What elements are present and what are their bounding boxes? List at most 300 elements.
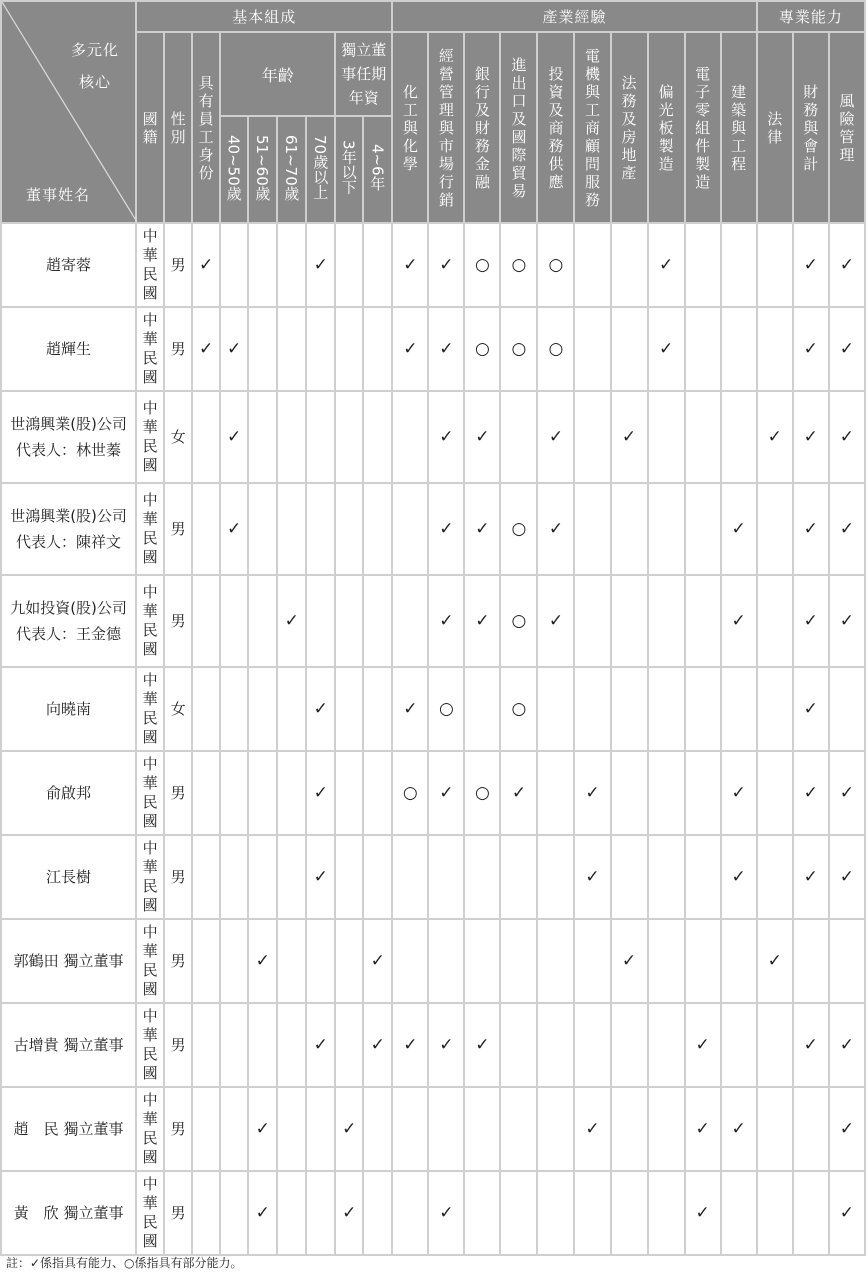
- empty-cell: [306, 483, 335, 575]
- empty-cell: [220, 575, 248, 667]
- empty-cell: [192, 1087, 220, 1171]
- empty-cell: [793, 919, 829, 1003]
- gender-cell: 男: [164, 835, 192, 919]
- check-mark: ✓: [829, 1171, 865, 1255]
- empty-cell: [248, 307, 277, 391]
- empty-cell: [757, 751, 793, 835]
- check-mark: ✓: [428, 391, 464, 483]
- header-age-4-text: 70歲以上: [311, 135, 330, 200]
- empty-cell: [500, 1171, 537, 1255]
- empty-cell: [392, 575, 428, 667]
- check-mark: ✓: [721, 575, 757, 667]
- empty-cell: [500, 919, 537, 1003]
- table-row: [1, 667, 865, 751]
- director-name-cell: [1, 1087, 136, 1171]
- check-mark: ✓: [392, 667, 428, 751]
- check-mark: ✓: [192, 223, 220, 307]
- check-mark: ✓: [248, 1087, 277, 1171]
- empty-cell: [648, 919, 685, 1003]
- header-employee-text: 具有員工身份: [198, 73, 214, 182]
- nationality-text: 中華民國: [142, 311, 158, 386]
- empty-cell: [392, 919, 428, 1003]
- header-industry-4: [500, 32, 537, 223]
- director-name-cell: [1, 667, 136, 751]
- director-name-line: 江長樹: [46, 868, 92, 886]
- empty-cell: [611, 223, 648, 307]
- empty-cell: [757, 1171, 793, 1255]
- empty-cell: [574, 575, 610, 667]
- director-name-line: 趙輝生: [46, 340, 92, 358]
- check-mark: ✓: [793, 835, 829, 919]
- empty-cell: [277, 919, 306, 1003]
- header-age-1-text: 40~50歲: [224, 134, 243, 201]
- check-mark: ✓: [793, 751, 829, 835]
- empty-cell: [464, 1087, 500, 1171]
- nationality-cell: [136, 391, 164, 483]
- empty-cell: [220, 223, 248, 307]
- empty-cell: [277, 667, 306, 751]
- nationality-cell: [136, 483, 164, 575]
- empty-cell: [192, 391, 220, 483]
- check-mark: ✓: [306, 223, 335, 307]
- corner-header: [1, 1, 136, 223]
- nationality-text: 中華民國: [142, 1175, 158, 1250]
- empty-cell: [793, 1087, 829, 1171]
- check-mark: ✓: [793, 575, 829, 667]
- empty-cell: [392, 391, 428, 483]
- empty-cell: [277, 1003, 306, 1087]
- header-tenure-1-text: 3年以下: [339, 140, 358, 195]
- check-mark: ✓: [306, 751, 335, 835]
- nationality-cell: [136, 751, 164, 835]
- director-name-line: 黃 欣 獨立董事: [13, 1204, 124, 1222]
- empty-cell: [648, 1003, 685, 1087]
- gender-cell: 女: [164, 667, 192, 751]
- check-mark: ✓: [793, 223, 829, 307]
- empty-cell: [248, 667, 277, 751]
- empty-cell: [611, 835, 648, 919]
- gender-cell: 男: [164, 223, 192, 307]
- empty-cell: [192, 835, 220, 919]
- empty-cell: [335, 483, 363, 575]
- empty-cell: [220, 1171, 248, 1255]
- check-mark: ✓: [363, 1003, 392, 1087]
- empty-cell: [392, 1087, 428, 1171]
- empty-cell: [537, 835, 574, 919]
- gender-cell: 男: [164, 575, 192, 667]
- director-name-line: 向曉南: [46, 700, 92, 718]
- check-mark: ✓: [793, 1003, 829, 1087]
- header-gender: [164, 32, 192, 223]
- empty-cell: [685, 307, 721, 391]
- nationality-text: 中華民國: [142, 839, 158, 914]
- empty-cell: [648, 835, 685, 919]
- empty-cell: [306, 1087, 335, 1171]
- empty-cell: [721, 223, 757, 307]
- director-name-line: 趙寄蓉: [46, 256, 92, 274]
- check-mark: ✓: [428, 483, 464, 575]
- check-mark: ✓: [721, 1087, 757, 1171]
- header-age-2: [248, 116, 277, 223]
- empty-cell: [757, 1087, 793, 1171]
- empty-cell: [648, 667, 685, 751]
- header-tenure-2-text: 4~6年: [368, 144, 387, 191]
- director-name-line: 趙 民 獨立董事: [13, 1120, 124, 1138]
- empty-cell: [757, 223, 793, 307]
- empty-cell: [721, 919, 757, 1003]
- empty-cell: [829, 919, 865, 1003]
- empty-cell: [363, 223, 392, 307]
- empty-cell: [277, 751, 306, 835]
- empty-cell: [192, 1171, 220, 1255]
- header-professional-3-text: 風險管理: [839, 91, 855, 164]
- empty-cell: [537, 919, 574, 1003]
- check-mark: ✓: [248, 1171, 277, 1255]
- check-mark: ✓: [793, 667, 829, 751]
- nationality-cell: [136, 223, 164, 307]
- header-industry-2: [428, 32, 464, 223]
- check-mark: ✓: [464, 391, 500, 483]
- empty-cell: [335, 751, 363, 835]
- header-industry-5: [537, 32, 574, 223]
- check-mark: ✓: [392, 223, 428, 307]
- header-industry-3-text: 銀行及財務金融: [474, 64, 490, 191]
- nationality-text: 中華民國: [142, 671, 158, 746]
- empty-cell: [277, 1087, 306, 1171]
- empty-cell: [363, 307, 392, 391]
- empty-cell: [220, 1087, 248, 1171]
- empty-cell: [757, 835, 793, 919]
- gender-cell: 男: [164, 307, 192, 391]
- empty-cell: [192, 919, 220, 1003]
- nationality-text: 中華民國: [142, 1007, 158, 1082]
- nationality-text: 中華民國: [142, 583, 158, 658]
- empty-cell: [335, 835, 363, 919]
- empty-cell: [500, 1087, 537, 1171]
- check-mark: ✓: [685, 1087, 721, 1171]
- check-mark: ✓: [829, 751, 865, 835]
- header-age-4: [306, 116, 335, 223]
- empty-cell: [611, 575, 648, 667]
- empty-cell: [685, 575, 721, 667]
- empty-cell: [220, 919, 248, 1003]
- header-industry-3: [464, 32, 500, 223]
- empty-cell: [277, 307, 306, 391]
- nationality-text: 中華民國: [142, 755, 158, 830]
- empty-cell: [611, 483, 648, 575]
- table-row: [1, 919, 865, 1003]
- header-nationality: [136, 32, 164, 223]
- table-row: [1, 575, 865, 667]
- header-professional-3: [829, 32, 865, 223]
- check-mark: ✓: [648, 307, 685, 391]
- partial-circle: ○: [537, 307, 574, 391]
- empty-cell: [685, 751, 721, 835]
- empty-cell: [611, 307, 648, 391]
- check-mark: ✓: [574, 1087, 610, 1171]
- header-industry-4-text: 進出口及國際貿易: [511, 55, 527, 200]
- check-mark: ✓: [428, 223, 464, 307]
- empty-cell: [464, 667, 500, 751]
- header-industry-8-text: 偏光板製造: [658, 82, 674, 173]
- gender-cell: 男: [164, 1087, 192, 1171]
- empty-cell: [648, 391, 685, 483]
- check-mark: ✓: [648, 223, 685, 307]
- empty-cell: [574, 1171, 610, 1255]
- check-mark: ✓: [192, 307, 220, 391]
- empty-cell: [757, 667, 793, 751]
- empty-cell: [648, 575, 685, 667]
- empty-cell: [306, 919, 335, 1003]
- check-mark: ✓: [721, 751, 757, 835]
- empty-cell: [500, 391, 537, 483]
- empty-cell: [685, 919, 721, 1003]
- empty-cell: [306, 391, 335, 483]
- table-row: [1, 223, 865, 307]
- nationality-cell: [136, 1171, 164, 1255]
- director-name-cell: [1, 575, 136, 667]
- director-name-cell: [1, 835, 136, 919]
- partial-circle: ○: [500, 307, 537, 391]
- empty-cell: [428, 1087, 464, 1171]
- empty-cell: [192, 483, 220, 575]
- empty-cell: [537, 1003, 574, 1087]
- director-name-cell: [1, 391, 136, 483]
- nationality-cell: [136, 575, 164, 667]
- table-row: [1, 483, 865, 575]
- check-mark: ✓: [248, 919, 277, 1003]
- table-row: [1, 1171, 865, 1255]
- gender-cell: 男: [164, 919, 192, 1003]
- footnote: 註：✓係指具有能力、○係指具有部分能力。: [6, 1256, 243, 1270]
- empty-cell: [574, 919, 610, 1003]
- header-employee: [192, 32, 220, 223]
- empty-cell: [277, 835, 306, 919]
- empty-cell: [363, 1087, 392, 1171]
- header-tenure-2: [363, 116, 392, 223]
- empty-cell: [277, 483, 306, 575]
- header-professional-1: [757, 32, 793, 223]
- check-mark: ✓: [428, 1171, 464, 1255]
- empty-cell: [248, 575, 277, 667]
- empty-cell: [500, 835, 537, 919]
- director-name-cell: [1, 751, 136, 835]
- director-name-line: 世鴻興業(股)公司: [10, 507, 127, 525]
- empty-cell: [192, 575, 220, 667]
- check-mark: ✓: [829, 1087, 865, 1171]
- empty-cell: [757, 483, 793, 575]
- nationality-cell: [136, 1087, 164, 1171]
- check-mark: ✓: [464, 575, 500, 667]
- header-professional-1-text: 法律: [767, 109, 783, 146]
- header-industry-1-text: 化工與化學: [402, 82, 418, 173]
- empty-cell: [192, 751, 220, 835]
- partial-circle: ○: [500, 483, 537, 575]
- empty-cell: [537, 751, 574, 835]
- check-mark: ✓: [829, 307, 865, 391]
- check-mark: ✓: [277, 575, 306, 667]
- empty-cell: [464, 919, 500, 1003]
- header-professional-2-text: 財務與會計: [803, 82, 819, 173]
- empty-cell: [574, 391, 610, 483]
- nationality-text: 中華民國: [142, 399, 158, 474]
- nationality-text: 中華民國: [142, 1091, 158, 1166]
- empty-cell: [793, 1171, 829, 1255]
- empty-cell: [464, 1171, 500, 1255]
- director-name-line: 代表人：陳祥文: [16, 533, 122, 551]
- empty-cell: [335, 575, 363, 667]
- empty-cell: [335, 307, 363, 391]
- header-age-3-text: 61~70歲: [282, 134, 301, 201]
- empty-cell: [685, 391, 721, 483]
- check-mark: ✓: [428, 307, 464, 391]
- check-mark: ✓: [829, 391, 865, 483]
- empty-cell: [648, 483, 685, 575]
- empty-cell: [192, 1003, 220, 1087]
- group-header-professional: 專業能力: [757, 1, 865, 32]
- check-mark: ✓: [363, 919, 392, 1003]
- check-mark: ✓: [464, 1003, 500, 1087]
- header-industry-9: [685, 32, 721, 223]
- table-row: [1, 1003, 865, 1087]
- gender-cell: 男: [164, 1003, 192, 1087]
- check-mark: ✓: [829, 575, 865, 667]
- empty-cell: [574, 483, 610, 575]
- director-name-line: 九如投資(股)公司: [10, 599, 127, 617]
- empty-cell: [829, 667, 865, 751]
- header-industry-7-text: 法務及房地產: [621, 73, 637, 182]
- check-mark: ✓: [793, 307, 829, 391]
- empty-cell: [363, 667, 392, 751]
- partial-circle: ○: [537, 223, 574, 307]
- check-mark: ✓: [392, 307, 428, 391]
- empty-cell: [248, 1003, 277, 1087]
- gender-cell: 男: [164, 483, 192, 575]
- director-name-line: 俞啟邦: [46, 784, 92, 802]
- header-tenure-text: 獨立董事任期年資: [341, 41, 387, 107]
- check-mark: ✓: [829, 835, 865, 919]
- nationality-text: 中華民國: [142, 923, 158, 998]
- group-header-industry: 產業經驗: [392, 1, 756, 32]
- check-mark: ✓: [757, 391, 793, 483]
- nationality-cell: [136, 919, 164, 1003]
- partial-circle: ○: [464, 223, 500, 307]
- corner-label-diversity: 多元化: [70, 41, 119, 59]
- header-tenure: [335, 32, 392, 116]
- empty-cell: [648, 1087, 685, 1171]
- empty-cell: [363, 391, 392, 483]
- check-mark: ✓: [721, 835, 757, 919]
- empty-cell: [464, 835, 500, 919]
- empty-cell: [363, 1171, 392, 1255]
- empty-cell: [306, 1171, 335, 1255]
- director-name-line: 古增貴 獨立董事: [13, 1036, 124, 1054]
- empty-cell: [248, 483, 277, 575]
- header-gender-text: 性別: [170, 109, 186, 146]
- check-mark: ✓: [306, 1003, 335, 1087]
- gender-cell: 男: [164, 751, 192, 835]
- empty-cell: [611, 1171, 648, 1255]
- director-name-line: 世鴻興業(股)公司: [10, 415, 127, 433]
- empty-cell: [574, 1003, 610, 1087]
- check-mark: ✓: [537, 391, 574, 483]
- check-mark: ✓: [829, 483, 865, 575]
- empty-cell: [721, 1003, 757, 1087]
- corner-label-director-name: 董事姓名: [26, 186, 91, 204]
- empty-cell: [721, 307, 757, 391]
- empty-cell: [757, 575, 793, 667]
- header-industry-5-text: 投資及商務供應: [548, 64, 564, 191]
- check-mark: ✓: [611, 391, 648, 483]
- empty-cell: [685, 835, 721, 919]
- header-nationality-text: 國籍: [142, 109, 158, 146]
- header-age: 年齡: [220, 32, 335, 116]
- check-mark: ✓: [685, 1003, 721, 1087]
- check-mark: ✓: [793, 483, 829, 575]
- check-mark: ✓: [392, 1003, 428, 1087]
- header-industry-9-text: 電子零組件製造: [695, 64, 711, 191]
- check-mark: ✓: [428, 751, 464, 835]
- header-industry-6: [574, 32, 610, 223]
- header-age-2-text: 51~60歲: [253, 134, 272, 201]
- empty-cell: [392, 835, 428, 919]
- empty-cell: [721, 391, 757, 483]
- director-name-cell: [1, 1171, 136, 1255]
- empty-cell: [306, 575, 335, 667]
- header-industry-6-text: 電機與工商顧問服務: [585, 46, 601, 209]
- check-mark: ✓: [335, 1087, 363, 1171]
- check-mark: ✓: [464, 483, 500, 575]
- check-mark: ✓: [829, 1003, 865, 1087]
- empty-cell: [392, 1171, 428, 1255]
- empty-cell: [392, 483, 428, 575]
- empty-cell: [611, 751, 648, 835]
- empty-cell: [721, 1171, 757, 1255]
- empty-cell: [220, 751, 248, 835]
- empty-cell: [277, 1171, 306, 1255]
- empty-cell: [220, 667, 248, 751]
- empty-cell: [363, 751, 392, 835]
- corner-title: [60, 34, 130, 98]
- header-industry-10: [721, 32, 757, 223]
- check-mark: ✓: [220, 391, 248, 483]
- check-mark: ✓: [306, 835, 335, 919]
- partial-circle: ○: [500, 575, 537, 667]
- partial-circle: ○: [500, 667, 537, 751]
- director-name-line: 代表人：林世蓁: [16, 441, 122, 459]
- check-mark: ✓: [757, 919, 793, 1003]
- director-name-line: 郭鶴田 獨立董事: [13, 952, 124, 970]
- partial-circle: ○: [500, 223, 537, 307]
- empty-cell: [248, 835, 277, 919]
- empty-cell: [363, 835, 392, 919]
- check-mark: ✓: [611, 919, 648, 1003]
- empty-cell: [574, 223, 610, 307]
- check-mark: ✓: [537, 483, 574, 575]
- header-professional-2: [793, 32, 829, 223]
- empty-cell: [192, 667, 220, 751]
- check-mark: ✓: [220, 307, 248, 391]
- empty-cell: [611, 1087, 648, 1171]
- header-industry-2-text: 經營管理與市場行銷: [438, 46, 454, 209]
- header-age-3: [277, 116, 306, 223]
- director-name-cell: [1, 223, 136, 307]
- empty-cell: [220, 835, 248, 919]
- nationality-cell: [136, 307, 164, 391]
- nationality-cell: [136, 1003, 164, 1087]
- empty-cell: [335, 223, 363, 307]
- director-name-cell: [1, 1003, 136, 1087]
